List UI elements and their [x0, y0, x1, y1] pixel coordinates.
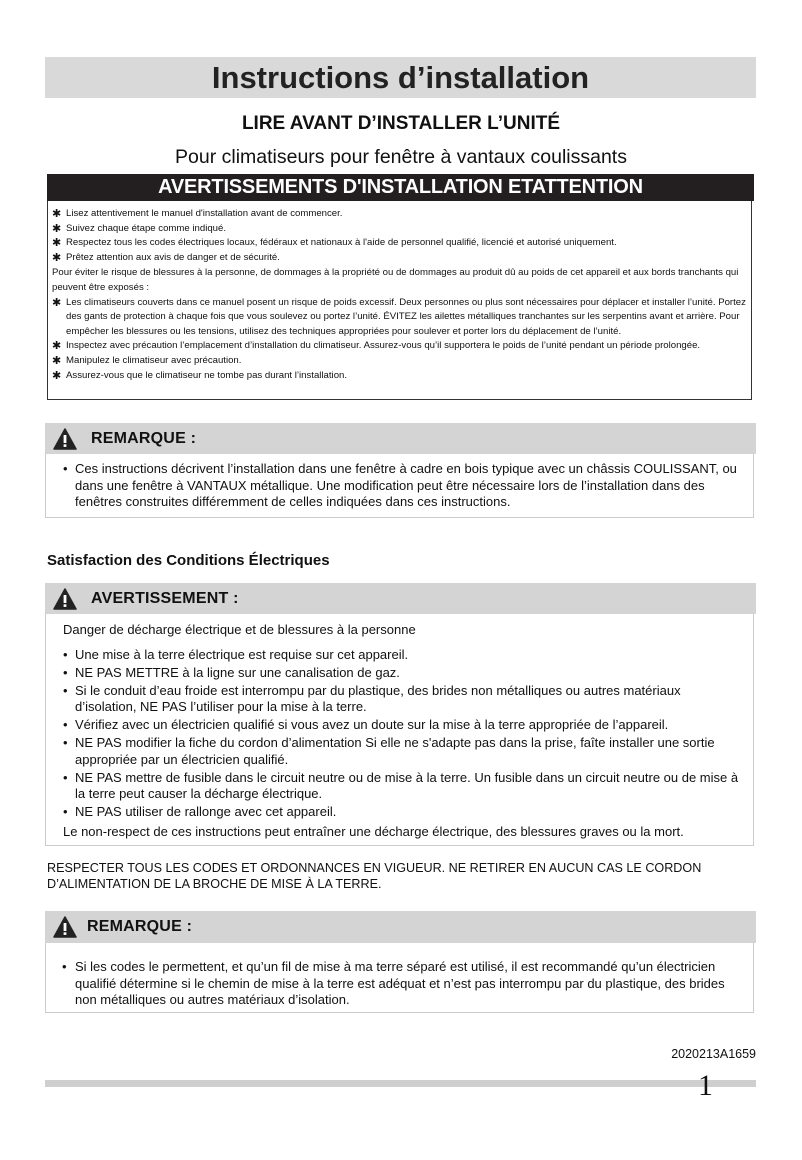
warning-item-text: Les climatiseurs couverts dans ce manuel posent un risque de poids excessif. Deux personnes ou plus sont nécessaires pour déplacer et installer l’unité. Portez des gants de protection à chaque fois que vous soulevez ou portez l’unité. ÉVITEZ les ailettes métalliques tranchantes sur les serpentins avant et arrière. Pour empêcher les blessures ou les tensions, utilisez des techniques appropriées pour soulever et porter lors du déplacement de l’unité. — [66, 296, 746, 337]
warning-bullet-item: • NE PAS METTRE à la ligne sur une canalisation de gaz. — [63, 665, 743, 682]
warning-item-text: Inspectez avec précaution l’emplacement d’installation du climatiseur. Assurez-vous qu’il supportera le poids de l’unité pendant un période prolongée. — [66, 340, 701, 352]
warning-item-text: Prêtez attention aux avis de danger et de sécurité. — [66, 251, 280, 263]
warning-intro: Danger de décharge électrique et de blessures à la personne — [63, 622, 416, 637]
note-label: REMARQUE : — [91, 429, 197, 447]
warning-item-text: Lisez attentivement le manuel d'installation avant de commencer. — [66, 208, 343, 219]
warning-list-item — [52, 236, 747, 251]
warning-triangle-icon — [53, 428, 77, 450]
warning-triangle-icon — [53, 588, 77, 610]
warning-list-item — [52, 296, 747, 340]
warning-bullet-item: • Vérifiez avec un électricien qualifié si vous avez un doute sur la mise à la terre appropriée de l’appareil. — [63, 717, 743, 734]
page-title: Instructions d’installation — [211, 59, 590, 95]
warning-bullet-item: • Si le conduit d’eau froide est interrompu par du plastique, des brides non métalliques ou autres matériaux d’isolation, NE PAS l’utiliser pour la mise à la terre. — [63, 683, 743, 716]
note-label: REMARQUE : — [87, 918, 193, 935]
warning-list-item — [52, 339, 747, 354]
note-body — [45, 943, 754, 1013]
note-header — [45, 423, 756, 454]
product-subtitle: Pour climatiseurs pour fenêtre à vantaux coulissants — [175, 146, 627, 168]
warning-triangle-icon — [53, 916, 77, 938]
footer-rule — [45, 1080, 756, 1087]
warning-item-text: Assurez-vous que le climatiseur ne tombe pas durant l’installation. — [66, 369, 348, 381]
page-number: 1 — [698, 1069, 713, 1102]
title-bar — [45, 57, 756, 98]
warning-list-item — [52, 222, 747, 237]
warning-item-text: Manipulez le climatiseur avec précaution. — [66, 354, 242, 366]
note-header — [45, 911, 756, 943]
asterisk-icon: ✱ — [52, 237, 62, 250]
asterisk-icon: ✱ — [52, 222, 62, 235]
warning-list-item — [52, 251, 747, 266]
warning-outro: Le non-respect de ces instructions peut entraîner une décharge électrique, des blessures graves ou la mort. — [63, 823, 684, 839]
asterisk-icon: ✱ — [52, 369, 62, 382]
read-first-heading: LIRE AVANT D’INSTALLER L’UNITÉ — [241, 113, 561, 134]
warning-bullet-item: • NE PAS modifier la fiche du cordon d’alimentation Si elle ne s'adapte pas dans la prise, faîte installer une sortie appropriée par un électricien qualifié. — [63, 735, 743, 768]
warning-item-text: Suivez chaque étape comme indiqué. — [66, 222, 226, 234]
asterisk-icon: ✱ — [52, 296, 62, 309]
warning-list-item — [52, 207, 747, 222]
section-heading: Satisfaction des Conditions Électriques — [47, 552, 330, 569]
warning-body — [45, 614, 754, 846]
warning-bullet-item: • NE PAS utiliser de rallonge avec cet appareil. — [63, 804, 743, 821]
warning-header — [45, 583, 756, 614]
warning-label: AVERTISSEMENT : — [91, 589, 239, 607]
warning-item-text: Respectez tous les codes électriques locaux, fédéraux et nationaux à l'aide de personnel qualifié, licencié et autorisé uniquement. — [66, 237, 617, 249]
note-body — [45, 454, 754, 518]
note-item: • Ces instructions décrivent l’installation dans une fenêtre à cadre en bois typique avec un châssis COULISSANT, ou dans une fenêtre à VANTAUX métallique. Une modification peut être nécessaire lors de l’installation dans des fenêtres construites différemment de celles indiquées dans ces instructions. — [63, 461, 743, 511]
warnings-box — [47, 201, 752, 400]
codes-notice: RESPECTER TOUS LES CODES ET ORDONNANCES EN VIGUEUR. NE RETIRER EN AUCUN CAS LE CORDON D’ALIMENTATION DE LA BROCHE DE MISE À LA TERRE. — [47, 861, 702, 891]
warning-list-item — [52, 369, 747, 384]
document-code: 2020213A1659 — [671, 1047, 756, 1061]
warning-list-item — [52, 354, 747, 369]
warnings-title: AVERTISSEMENTS D'INSTALLATION ETATTENTION — [47, 174, 754, 201]
asterisk-icon: ✱ — [52, 340, 62, 353]
asterisk-icon: ✱ — [52, 251, 62, 264]
warning-bullet-item: • NE PAS mettre de fusible dans le circuit neutre ou de mise à la terre. Un fusible dans un circuit neutre ou de mise à la terre peut causer la décharge électrique. — [63, 770, 743, 803]
warnings-intro: Pour éviter le risque de blessures à la personne, de dommages à la propriété ou de dommages au produit dû au poids de cet appareil et aux bords tranchants qui peuvent être exposés : — [52, 267, 739, 293]
warning-bullet-item: • Une mise à la terre électrique est requise sur cet appareil. — [63, 647, 743, 664]
note-item: • Si les codes le permettent, et qu’un fil de mise à ma terre séparé est utilisé, il est recommandé qu’un électricien qualifié détermine si le chemin de mise à la terre est adéquat et n’est pas interrompu par du plastique, des brides non métalliques ou autres matériaux d’isolation. — [62, 959, 743, 1009]
asterisk-icon: ✱ — [52, 354, 62, 367]
asterisk-icon: ✱ — [52, 208, 62, 220]
